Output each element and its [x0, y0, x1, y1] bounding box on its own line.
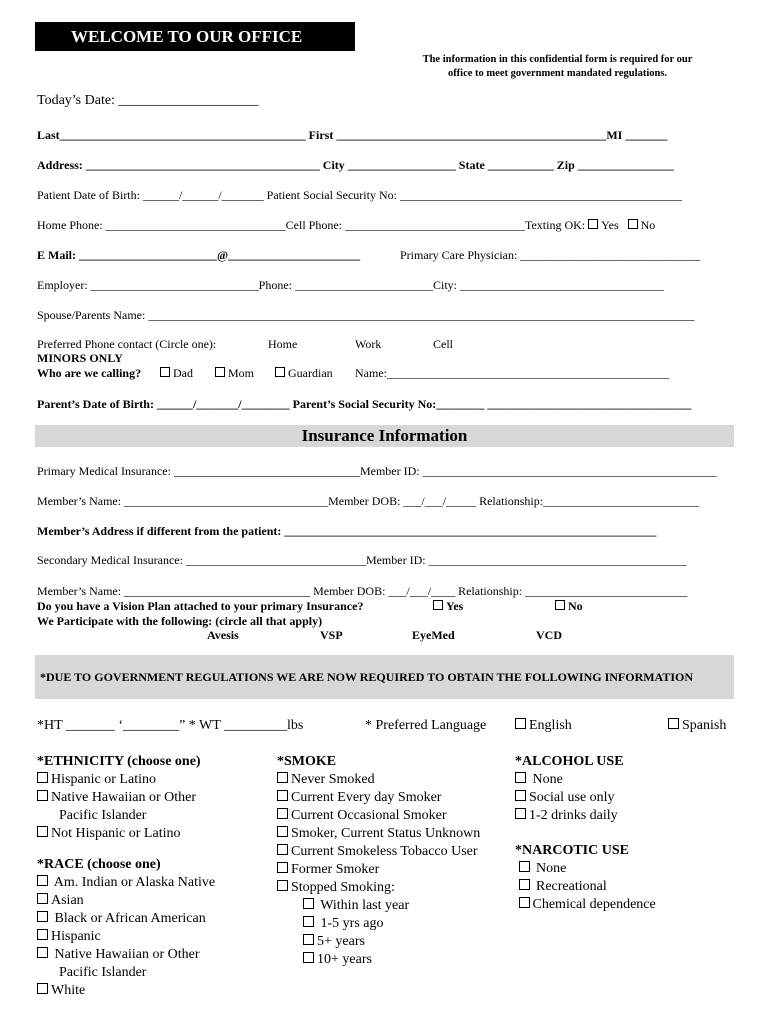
race-option — [37, 910, 215, 928]
smoke-option — [277, 825, 480, 843]
alcohol-option — [515, 771, 656, 789]
guardian-checkbox[interactable] — [275, 367, 285, 377]
checkbox[interactable] — [37, 875, 48, 886]
option-label: Stopped Smoking: — [291, 880, 395, 895]
option-label: Am. Indian or Alaska Native — [53, 875, 216, 890]
ethnicity-option-continued: Pacific Islander — [59, 808, 147, 823]
stopped-option — [277, 915, 480, 933]
preferred-language-label: * Preferred Language — [365, 718, 487, 733]
alcohol-option — [515, 807, 656, 825]
phone-field — [37, 218, 655, 233]
checkbox[interactable] — [515, 790, 526, 801]
notice-line-2: office to meet government mandated regulations. — [447, 68, 668, 79]
option-label: Native Hawaiian or Other — [51, 790, 196, 805]
vision-yes-checkbox[interactable] — [433, 600, 443, 610]
checkbox[interactable] — [303, 898, 314, 909]
address-field[interactable]: Address: _______________________________________ City __________________ State ___________ Zip ________________ — [37, 158, 674, 172]
height-weight-field[interactable]: *HT _______ ‘________” * WT _________lbs — [37, 718, 304, 733]
column-spacer — [515, 825, 656, 842]
texting-no-label: No — [640, 218, 656, 232]
notice-line-1: The information in this confidential form is required for our — [422, 54, 693, 65]
checkbox[interactable] — [303, 952, 314, 963]
smoke-option — [277, 879, 480, 897]
guardian-name-field[interactable]: Name:_______________________________________________ — [355, 366, 669, 380]
government-notice-text: *DUE TO GOVERNMENT REGULATIONS WE ARE NOW REQUIRED TO OBTAIN THE FOLLOWING INFORMATION — [40, 670, 694, 684]
pcp-field[interactable]: Primary Care Physician: ______________________________ — [400, 248, 701, 262]
option-label: Within last year — [320, 898, 410, 913]
member-name-field-2[interactable]: Member’s Name: _______________________________ Member DOB: ___/___/____ Relationship: ___________________________ — [37, 584, 688, 598]
who-calling-label: Who are we calling? — [37, 366, 142, 380]
participate-label: We Participate with the following: (circle all that apply) — [37, 614, 323, 628]
smoke-option — [277, 807, 480, 825]
ethnicity-race-column — [37, 753, 215, 1000]
race-option — [37, 892, 215, 910]
option-label: Current Occasional Smoker — [291, 808, 447, 823]
spouse-field[interactable]: Spouse/Parents Name: ___________________________________________________________________________________________ — [37, 308, 695, 322]
smoke-column — [277, 753, 480, 969]
checkbox[interactable] — [37, 983, 48, 994]
checkbox[interactable] — [277, 880, 288, 891]
employer-field[interactable]: Employer: ____________________________Phone: _______________________City: __________________________________ — [37, 278, 664, 292]
checkbox[interactable] — [37, 893, 48, 904]
race-option — [37, 982, 215, 1000]
stopped-option — [277, 933, 480, 951]
parent-dob-ssn-field[interactable]: Parent’s Date of Birth: ______/_______/________ Parent’s Social Security No:________ __________________________________ — [37, 397, 692, 411]
race-option — [37, 928, 215, 946]
checkbox[interactable] — [515, 772, 526, 783]
option-label: 5+ years — [317, 934, 365, 949]
texting-yes-checkbox[interactable] — [588, 219, 598, 229]
pref-work-option[interactable]: Work — [355, 337, 382, 351]
name-field[interactable]: Last_________________________________________ First _____________________________________________MI _______ — [37, 128, 668, 142]
todays-date-field[interactable]: Today’s Date: ____________________ — [37, 93, 259, 108]
dad-checkbox[interactable] — [160, 367, 170, 377]
primary-insurance-field[interactable]: Primary Medical Insurance: _______________________________Member ID: _________________________________________________ — [37, 464, 717, 478]
vision-yes-option — [433, 599, 463, 614]
checkbox[interactable] — [37, 826, 48, 837]
dad-label: Dad — [173, 366, 193, 380]
option-label: Social use only — [529, 790, 615, 805]
smoke-option — [277, 861, 480, 879]
option-label: Black or African American — [54, 911, 206, 926]
stopped-option — [277, 897, 480, 915]
mom-option — [215, 366, 254, 381]
pref-cell-option[interactable]: Cell — [433, 337, 453, 351]
option-label: None — [536, 861, 567, 876]
vision-yes-label: Yes — [446, 599, 464, 613]
checkbox[interactable] — [519, 897, 530, 908]
checkbox[interactable] — [277, 808, 288, 819]
option-label: Chemical dependence — [532, 897, 656, 912]
insurance-section-title: Insurance Information — [301, 426, 468, 445]
option-label: Hispanic — [51, 929, 101, 944]
minors-only-heading: MINORS ONLY — [37, 351, 123, 365]
narcotic-heading: *NARCOTIC USE — [515, 843, 629, 858]
pref-home-option[interactable]: Home — [268, 337, 298, 351]
english-label: English — [529, 718, 572, 733]
alcohol-heading: *ALCOHOL USE — [515, 754, 624, 769]
guardian-option — [275, 366, 333, 381]
checkbox[interactable] — [37, 790, 48, 801]
smoke-option — [277, 843, 480, 861]
phone-lines[interactable]: Home Phone: ______________________________Cell Phone: ______________________________Texting OK: — [37, 218, 586, 232]
option-label: Current Every day Smoker — [291, 790, 442, 805]
checkbox[interactable] — [277, 862, 288, 873]
mom-checkbox[interactable] — [215, 367, 225, 377]
ethnicity-option — [37, 825, 215, 843]
checkbox[interactable] — [303, 916, 314, 927]
option-label: Hispanic or Latino — [51, 772, 156, 787]
vision-plan-question: Do you have a Vision Plan attached to your primary Insurance? — [37, 599, 364, 613]
race-option-continued: Pacific Islander — [59, 965, 147, 980]
checkbox[interactable] — [519, 879, 530, 890]
option-label: Not Hispanic or Latino — [51, 826, 181, 841]
option-label: Current Smokeless Tobacco User — [291, 844, 478, 859]
plan-vcd[interactable]: VCD — [536, 628, 562, 642]
ethnicity-heading: *ETHNICITY (choose one) — [37, 754, 201, 769]
mom-label: Mom — [228, 366, 255, 380]
texting-no-checkbox[interactable] — [628, 219, 638, 229]
vision-no-option — [555, 599, 583, 614]
column-spacer — [37, 843, 215, 856]
race-option — [37, 874, 215, 892]
spanish-option — [668, 718, 726, 734]
texting-yes-label: Yes — [601, 218, 619, 232]
checkbox[interactable] — [515, 808, 526, 819]
checkbox[interactable] — [37, 929, 48, 940]
spanish-checkbox[interactable] — [668, 718, 679, 729]
vision-no-checkbox[interactable] — [555, 600, 565, 610]
checkbox[interactable] — [37, 772, 48, 783]
confidential-notice — [380, 53, 735, 81]
english-option — [515, 718, 572, 734]
dob-ssn-field[interactable]: Patient Date of Birth: ______/______/_______ Patient Social Security No: _______________________________________________ — [37, 188, 682, 202]
guardian-label: Guardian — [288, 366, 333, 380]
option-label: 1-2 drinks daily — [529, 808, 618, 823]
member-name-field-1[interactable]: Member’s Name: __________________________________Member DOB: ___/___/_____ Relationship:__________________________ — [37, 494, 700, 508]
alcohol-narcotic-column — [515, 753, 656, 914]
option-label: Smoker, Current Status Unknown — [291, 826, 481, 841]
option-label: Native Hawaiian or Other — [54, 947, 200, 962]
smoke-option — [277, 789, 480, 807]
checkbox[interactable] — [303, 934, 314, 945]
english-checkbox[interactable] — [515, 718, 526, 729]
ethnicity-option — [37, 771, 215, 789]
option-label: 1-5 yrs ago — [320, 916, 384, 931]
narcotic-option — [515, 860, 656, 878]
option-label: White — [51, 983, 86, 998]
option-label: Former Smoker — [291, 862, 380, 877]
spanish-label: Spanish — [682, 718, 727, 733]
checkbox[interactable] — [37, 947, 48, 958]
member-address-field[interactable]: Member’s Address if different from the patient: ______________________________________________________________ — [37, 524, 657, 538]
race-heading: *RACE (choose one) — [37, 857, 161, 872]
smoke-heading: *SMOKE — [277, 754, 337, 769]
email-field[interactable]: E Mail: _______________________@______________________ — [37, 248, 361, 262]
option-label: Never Smoked — [291, 772, 375, 787]
plan-avesis[interactable]: Avesis — [207, 628, 239, 642]
checkbox[interactable] — [277, 790, 288, 801]
checkbox[interactable] — [277, 772, 288, 783]
dad-option — [160, 366, 193, 381]
option-label: 10+ years — [317, 952, 372, 967]
smoke-option — [277, 771, 480, 789]
option-label: Recreational — [536, 879, 607, 894]
option-label: Asian — [51, 893, 84, 908]
vision-no-label: No — [568, 599, 583, 613]
checkbox[interactable] — [277, 826, 288, 837]
secondary-insurance-field[interactable]: Secondary Medical Insurance: ______________________________Member ID: ___________________________________________ — [37, 553, 687, 567]
stopped-option — [277, 951, 480, 969]
race-option — [37, 946, 215, 964]
checkbox[interactable] — [277, 844, 288, 855]
option-label: None — [532, 772, 563, 787]
ethnicity-option — [37, 789, 215, 807]
checkbox[interactable] — [37, 911, 48, 922]
narcotic-option — [515, 896, 656, 914]
plan-eyemed[interactable]: EyeMed — [412, 628, 455, 642]
alcohol-option — [515, 789, 656, 807]
narcotic-option — [515, 878, 656, 896]
checkbox[interactable] — [519, 861, 530, 872]
form-title: WELCOME TO OUR OFFICE — [35, 22, 355, 51]
preferred-phone-label: Preferred Phone contact (Circle one): — [37, 337, 217, 351]
plan-vsp[interactable]: VSP — [320, 628, 343, 642]
